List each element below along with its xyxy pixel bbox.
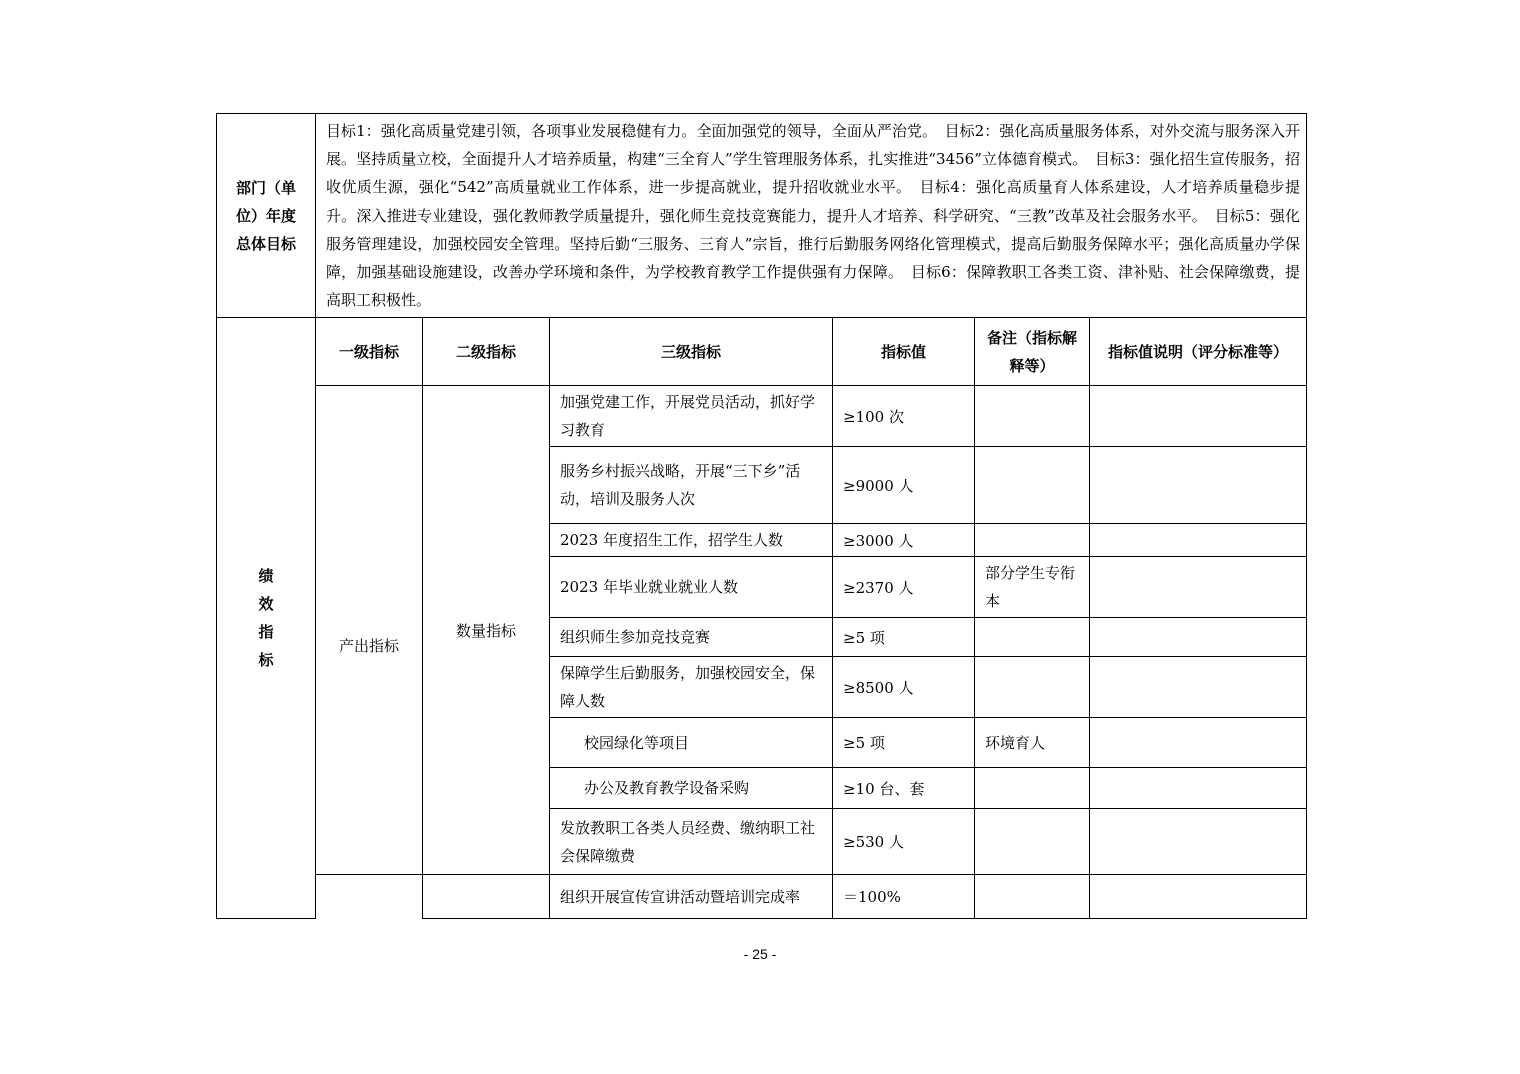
value-cell: ＝100% <box>833 875 975 919</box>
remark-cell <box>975 618 1090 657</box>
remark-cell: 环境育人 <box>975 718 1090 768</box>
value-cell: ≥5 项 <box>833 618 975 657</box>
level1-cell: 产出指标 <box>316 386 423 875</box>
value-cell: ≥530 人 <box>833 809 975 875</box>
goal-label-line: 位）年度 <box>235 206 296 225</box>
value-cell: ≥8500 人 <box>833 657 975 718</box>
desc-cell <box>1090 524 1307 557</box>
performance-table <box>216 113 1307 919</box>
value-cell: ≥3000 人 <box>833 524 975 557</box>
level3-cell: 保障学生后勤服务，加强校园安全，保障人数 <box>550 657 833 718</box>
remark-cell <box>975 768 1090 809</box>
performance-label <box>217 318 316 919</box>
level3-cell: 服务乡村振兴战略，开展“三下乡”活动，培训及服务人次 <box>550 447 833 524</box>
goal-text: 目标1：强化高质量党建引领，各项事业发展稳健有力。全面加强党的领导，全面从严治党。 目标2：强化高质量服务体系，对外交流与服务深入开展。坚持质量立校，全面提升人才培养质量，构建“三全育人”学生管理服务体系，扎实推进“3456”立体德育模式。 目标3：强化招生宣传服务，招收优质生源，强化“542”高质量就业工作体系，进一步提高就业，提升招收就业水平。 目标4：强化高质量育人体系建设，人才培养质量稳步提升。深入推进专业建设，强化教师教学质量提升，强化师生竞技竞赛能力，提升人才培养、科学研究、“三教”改革及社会服务水平。 目标5：强化服务管理建设，加强校园安全管理。坚持后勤“三服务、三育人”宗旨，推行后勤服务网络化管理模式，提高后勤服务保障水平；强化高质量办学保障，加强基础设施建设，改善办学环境和条件，为学校教育教学工作提供强有力保障。 目标6：保障教职工各类工资、津补贴、社会保障缴费，提高职工积极性。 <box>316 114 1307 318</box>
desc-cell <box>1090 718 1307 768</box>
level2-cell-empty <box>423 875 550 919</box>
performance-label-char: 绩 <box>258 567 274 586</box>
value-cell: ≥9000 人 <box>833 447 975 524</box>
level3-cell: 办公及教育教学设备采购 <box>550 768 833 809</box>
desc-cell <box>1090 809 1307 875</box>
desc-cell <box>1090 657 1307 718</box>
remark-cell <box>975 447 1090 524</box>
table-row <box>217 386 1307 447</box>
desc-cell <box>1090 386 1307 447</box>
desc-cell <box>1090 875 1307 919</box>
performance-label-char: 指 <box>258 623 274 642</box>
value-cell: ≥5 项 <box>833 718 975 768</box>
level3-cell: 2023 年度招生工作，招学生人数 <box>550 524 833 557</box>
value-cell: ≥10 台、套 <box>833 768 975 809</box>
table-row <box>217 875 1307 919</box>
level3-cell: 加强党建工作，开展党员活动，抓好学习教育 <box>550 386 833 447</box>
page-number: - 25 - <box>743 946 777 962</box>
goal-label-line: 部门（单 <box>235 178 296 197</box>
level1-cell-empty <box>316 875 423 919</box>
header-level1: 一级指标 <box>316 318 423 386</box>
goal-row <box>217 114 1307 318</box>
remark-cell <box>975 809 1090 875</box>
remark-cell <box>975 386 1090 447</box>
desc-cell <box>1090 768 1307 809</box>
header-desc: 指标值说明（评分标准等） <box>1090 318 1307 386</box>
goal-label-line: 总体目标 <box>235 234 296 253</box>
header-row <box>217 318 1307 386</box>
level3-cell: 校园绿化等项目 <box>550 718 833 768</box>
desc-cell <box>1090 618 1307 657</box>
header-level3: 三级指标 <box>550 318 833 386</box>
header-value: 指标值 <box>833 318 975 386</box>
performance-label-char: 标 <box>258 651 274 670</box>
remark-cell <box>975 875 1090 919</box>
goal-label <box>217 114 316 318</box>
value-cell: ≥2370 人 <box>833 557 975 618</box>
level3-cell: 发放教职工各类人员经费、缴纳职工社会保障缴费 <box>550 809 833 875</box>
level3-cell: 2023 年毕业就业就业人数 <box>550 557 833 618</box>
remark-cell <box>975 524 1090 557</box>
level3-cell: 组织师生参加竞技竞赛 <box>550 618 833 657</box>
header-remark: 备注（指标解释等） <box>975 318 1090 386</box>
desc-cell <box>1090 557 1307 618</box>
value-cell: ≥100 次 <box>833 386 975 447</box>
performance-label-char: 效 <box>258 595 274 614</box>
remark-cell <box>975 657 1090 718</box>
remark-cell: 部分学生专衔本 <box>975 557 1090 618</box>
header-level2: 二级指标 <box>423 318 550 386</box>
level2-cell: 数量指标 <box>423 386 550 875</box>
level3-cell: 组织开展宣传宣讲活动暨培训完成率 <box>550 875 833 919</box>
desc-cell <box>1090 447 1307 524</box>
